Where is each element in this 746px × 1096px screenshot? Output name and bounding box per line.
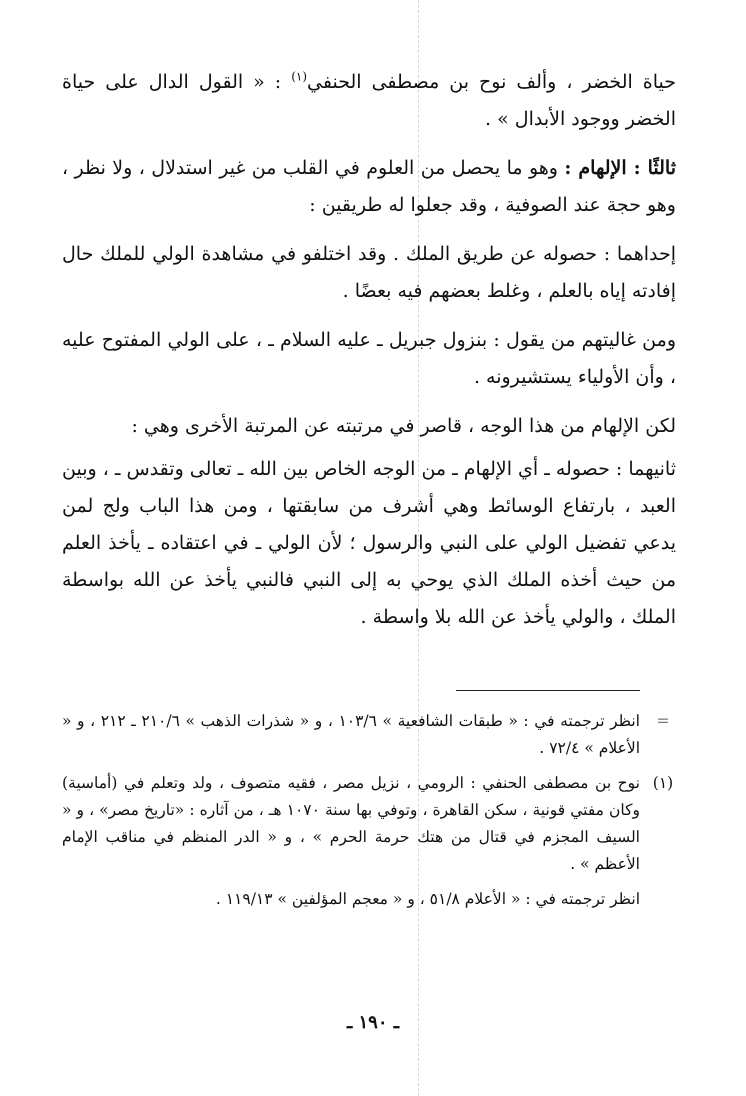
footnote-continuation-text: انظر ترجمته في : « طبقات الشافعية » ١٠٣/٦ ، و « شذرات الذهب » ٢١٠/٦ ـ ٢١٢ ، و « الأعلام » ٧٢/٤ .	[62, 712, 640, 757]
paragraph-2-text: وهو ما يحصل من العلوم في القلب من غير استدلال ، ولا نظر ، وهو حجة عند الصوفية ، وقد جعلوا له طريقين :	[62, 157, 676, 216]
footnote-1	[62, 770, 676, 878]
footnote-1-mark: (١)	[652, 774, 674, 792]
paragraph-1	[62, 64, 676, 138]
page-number: ـ ١٩٠ ـ	[346, 1012, 400, 1033]
footnote-continuation	[62, 708, 676, 762]
footnote-separator	[456, 690, 640, 691]
footnotes	[62, 708, 676, 921]
paragraph-2	[62, 150, 676, 224]
paragraph-5: لكن الإلهام من هذا الوجه ، قاصر في مرتبته عن المرتبة الأخرى وهي :	[131, 415, 676, 437]
paragraph-1-start: حياة الخضر ، وألف نوح بن مصطفى الحنفي	[307, 71, 677, 93]
continuation-mark: =	[656, 712, 670, 730]
paragraph-1-end: : « القول الدال على حياة الخضر ووجود الأبدال » .	[62, 71, 676, 130]
paragraph-4: ومن غاليتهم من يقول : بنزول جبريل ـ عليه السلام ـ ، على الولي المفتوح عليه ، وأن الأولياء يستشيرونه .	[62, 329, 676, 388]
footnote-ref-1: (١)	[291, 69, 308, 84]
section-heading-ilham: ثالثًا : الإلهام :	[564, 157, 677, 179]
footnote-1-text: نوح بن مصطفى الحنفي : الرومي ، نزيل مصر ، فقيه متصوف ، ولد وتعلم في (أماسية) وكان مفتي قونية ، سكن القاهرة ، وتوفي بها سنة ١٠٧٠ هـ ، من آثاره : «تاريخ مصر» ، و « السيف المجزم في قتال من هتك حرمة الحرم » ، و « الدر المنظم في مناقب الإمام الأعظم » .	[62, 774, 640, 873]
main-text	[62, 64, 676, 648]
paragraph-3: إحداهما : حصوله عن طريق الملك . وقد اختلفو في مشاهدة الولي للملك حال إفادته إياه بالعلم ، وغلط بعضهم فيه بعضًا .	[62, 243, 676, 302]
paragraph-6: ثانيهما : حصوله ـ أي الإلهام ـ من الوجه الخاص بين الله ـ تعالى وتقدس ـ ، وبين العبد ، بارتفاع الوسائط وهي أشرف من سابقتها ، ومن هذا الباب ولج لمن يدعي تفضيل الولي على النبي والرسول ؛ لأن الولي ـ في اعتقاده ـ يأخذ العلم من حيث أخذه الملك الذي يوحي به إلى النبي فالنبي يأخذ عن الله بواسطة الملك ، والولي يأخذ عن الله بلا واسطة .	[62, 458, 676, 628]
footnote-1-source	[62, 886, 676, 913]
footnote-1-source-text: انظر ترجمته في : « الأعلام ٥١/٨ ، و « معجم المؤلفين » ١١٩/١٣ .	[215, 890, 640, 908]
